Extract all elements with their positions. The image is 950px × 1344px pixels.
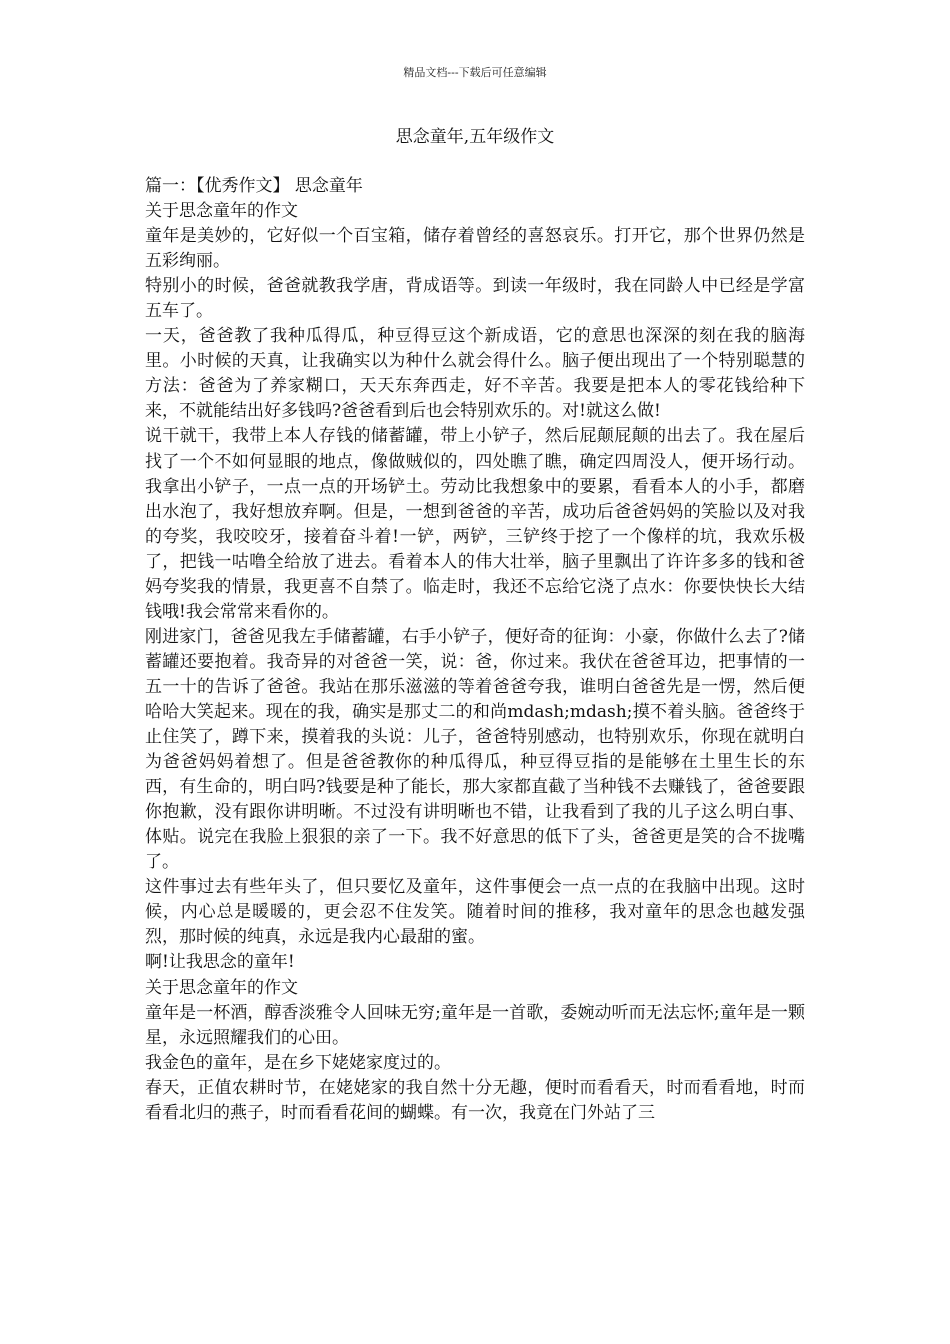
paragraph-subtitle: 关于思念童年的作文 bbox=[145, 977, 298, 998]
document-body bbox=[145, 174, 805, 1126]
paragraph-subtitle: 关于思念童年的作文 bbox=[145, 201, 298, 222]
paragraph: 我金色的童年，是在乡下姥姥家度过的。 bbox=[145, 1052, 451, 1073]
paragraph: 童年是一杯酒，醇香淡雅令人回味无穷;童年是一首歌，委婉动听而无法忘怀;童年是一颗星，永远照耀我们的心田。 bbox=[145, 1002, 805, 1048]
paragraph: 啊!让我思念的童年! bbox=[145, 952, 295, 973]
paragraph: 春天，正值农耕时节，在姥姥家的我自然十分无趣，便时而看看天，时而看看地，时而看看北归的燕子，时而看看花间的蝴蝶。有一次，我竟在门外站了三 bbox=[145, 1077, 805, 1123]
paragraph: 这件事过去有些年头了，但只要忆及童年，这件事便会一点一点的在我脑中出现。这时候，内心总是暖暖的，更会忍不住发笑。随着时间的推移，我对童年的思念也越发强烈，那时候的纯真，永远是我内心最甜的蜜。 bbox=[145, 877, 805, 948]
paragraph-heading: 篇一：【优秀作文】 思念童年 bbox=[145, 176, 363, 196]
paragraph: 童年是美妙的，它好似一个百宝箱，储存着曾经的喜怒哀乐。打开它，那个世界仍然是五彩绚丽。 bbox=[145, 226, 805, 272]
page-header-note: 精品文档---下载后可任意编辑 bbox=[403, 66, 547, 79]
paragraph: 一天，爸爸教了我种瓜得瓜，种豆得豆这个新成语，它的意思也深深的刻在我的脑海里。小时候的天真，让我确实以为种什么就会得什么。脑子便出现出了一个特别聪慧的方法：爸爸为了养家糊口，天天东奔西走，好不辛苦。我要是把本人的零花钱给种下来，不就能结出好多钱吗?爸爸看到后也会特别欢乐的。对!就这么做! bbox=[145, 326, 805, 422]
paragraph: 刚进家门，爸爸见我左手储蓄罐，右手小铲子，便好奇的征询：小豪，你做什么去了?储蓄罐还要抱着。我奇异的对爸爸一笑，说：爸，你过来。我伏在爸爸耳边，把事情的一五一十的告诉了爸爸。我站在那乐滋滋的等着爸爸夸我，谁明白爸爸先是一愣，然后便哈哈大笑起来。现在的我，确实是那丈二的和尚mdash;mdash;摸不着头脑。爸爸终于止住笑了，蹲下来，摸着我的头说：儿子，爸爸特别感动，也特别欢乐，你现在就明白为爸爸妈妈着想了。但是爸爸教你的种瓜得瓜，种豆得豆指的是能够在土里生长的东西，有生命的，明白吗?钱要是种了能长，那大家都直截了当种钱不去赚钱了，爸爸要跟你抱歉，没有跟你讲明晰。不过没有讲明晰也不错，让我看到了我的儿子这么明白事、体贴。说完在我脸上狠狠的亲了一下。我不好意思的低下了头，爸爸更是笑的合不拢嘴了。 bbox=[145, 626, 805, 873]
paragraph: 特别小的时候，爸爸就教我学唐，背成语等。到读一年级时，我在同龄人中已经是学富五车了。 bbox=[145, 276, 805, 322]
document-title: 思念童年,五年级作文 bbox=[395, 127, 555, 147]
paragraph: 说干就干，我带上本人存钱的储蓄罐，带上小铲子，然后屁颠屁颠的出去了。我在屋后找了一个不如何显眼的地点，像做贼似的，四处瞧了瞧，确定四周没人，便开场行动。我拿出小铲子，一点一点的开场铲土。劳动比我想象中的要累，看看本人的小手，都磨出水泡了，我好想放弃啊。但是，一想到爸爸的辛苦，成功后爸爸妈妈的笑脸以及对我的夸奖，我咬咬牙，接着奋斗着!一铲，两铲，三铲终于挖了一个像样的坑，我欢乐极了，把钱一咕噜全给放了进去。看着本人的伟大壮举，脑子里飘出了许许多多的钱和爸妈夸奖我的情景，我更喜不自禁了。临走时，我还不忘给它浇了点水：你要快快长大结钱哦!我会常常来看你的。 bbox=[145, 426, 805, 622]
